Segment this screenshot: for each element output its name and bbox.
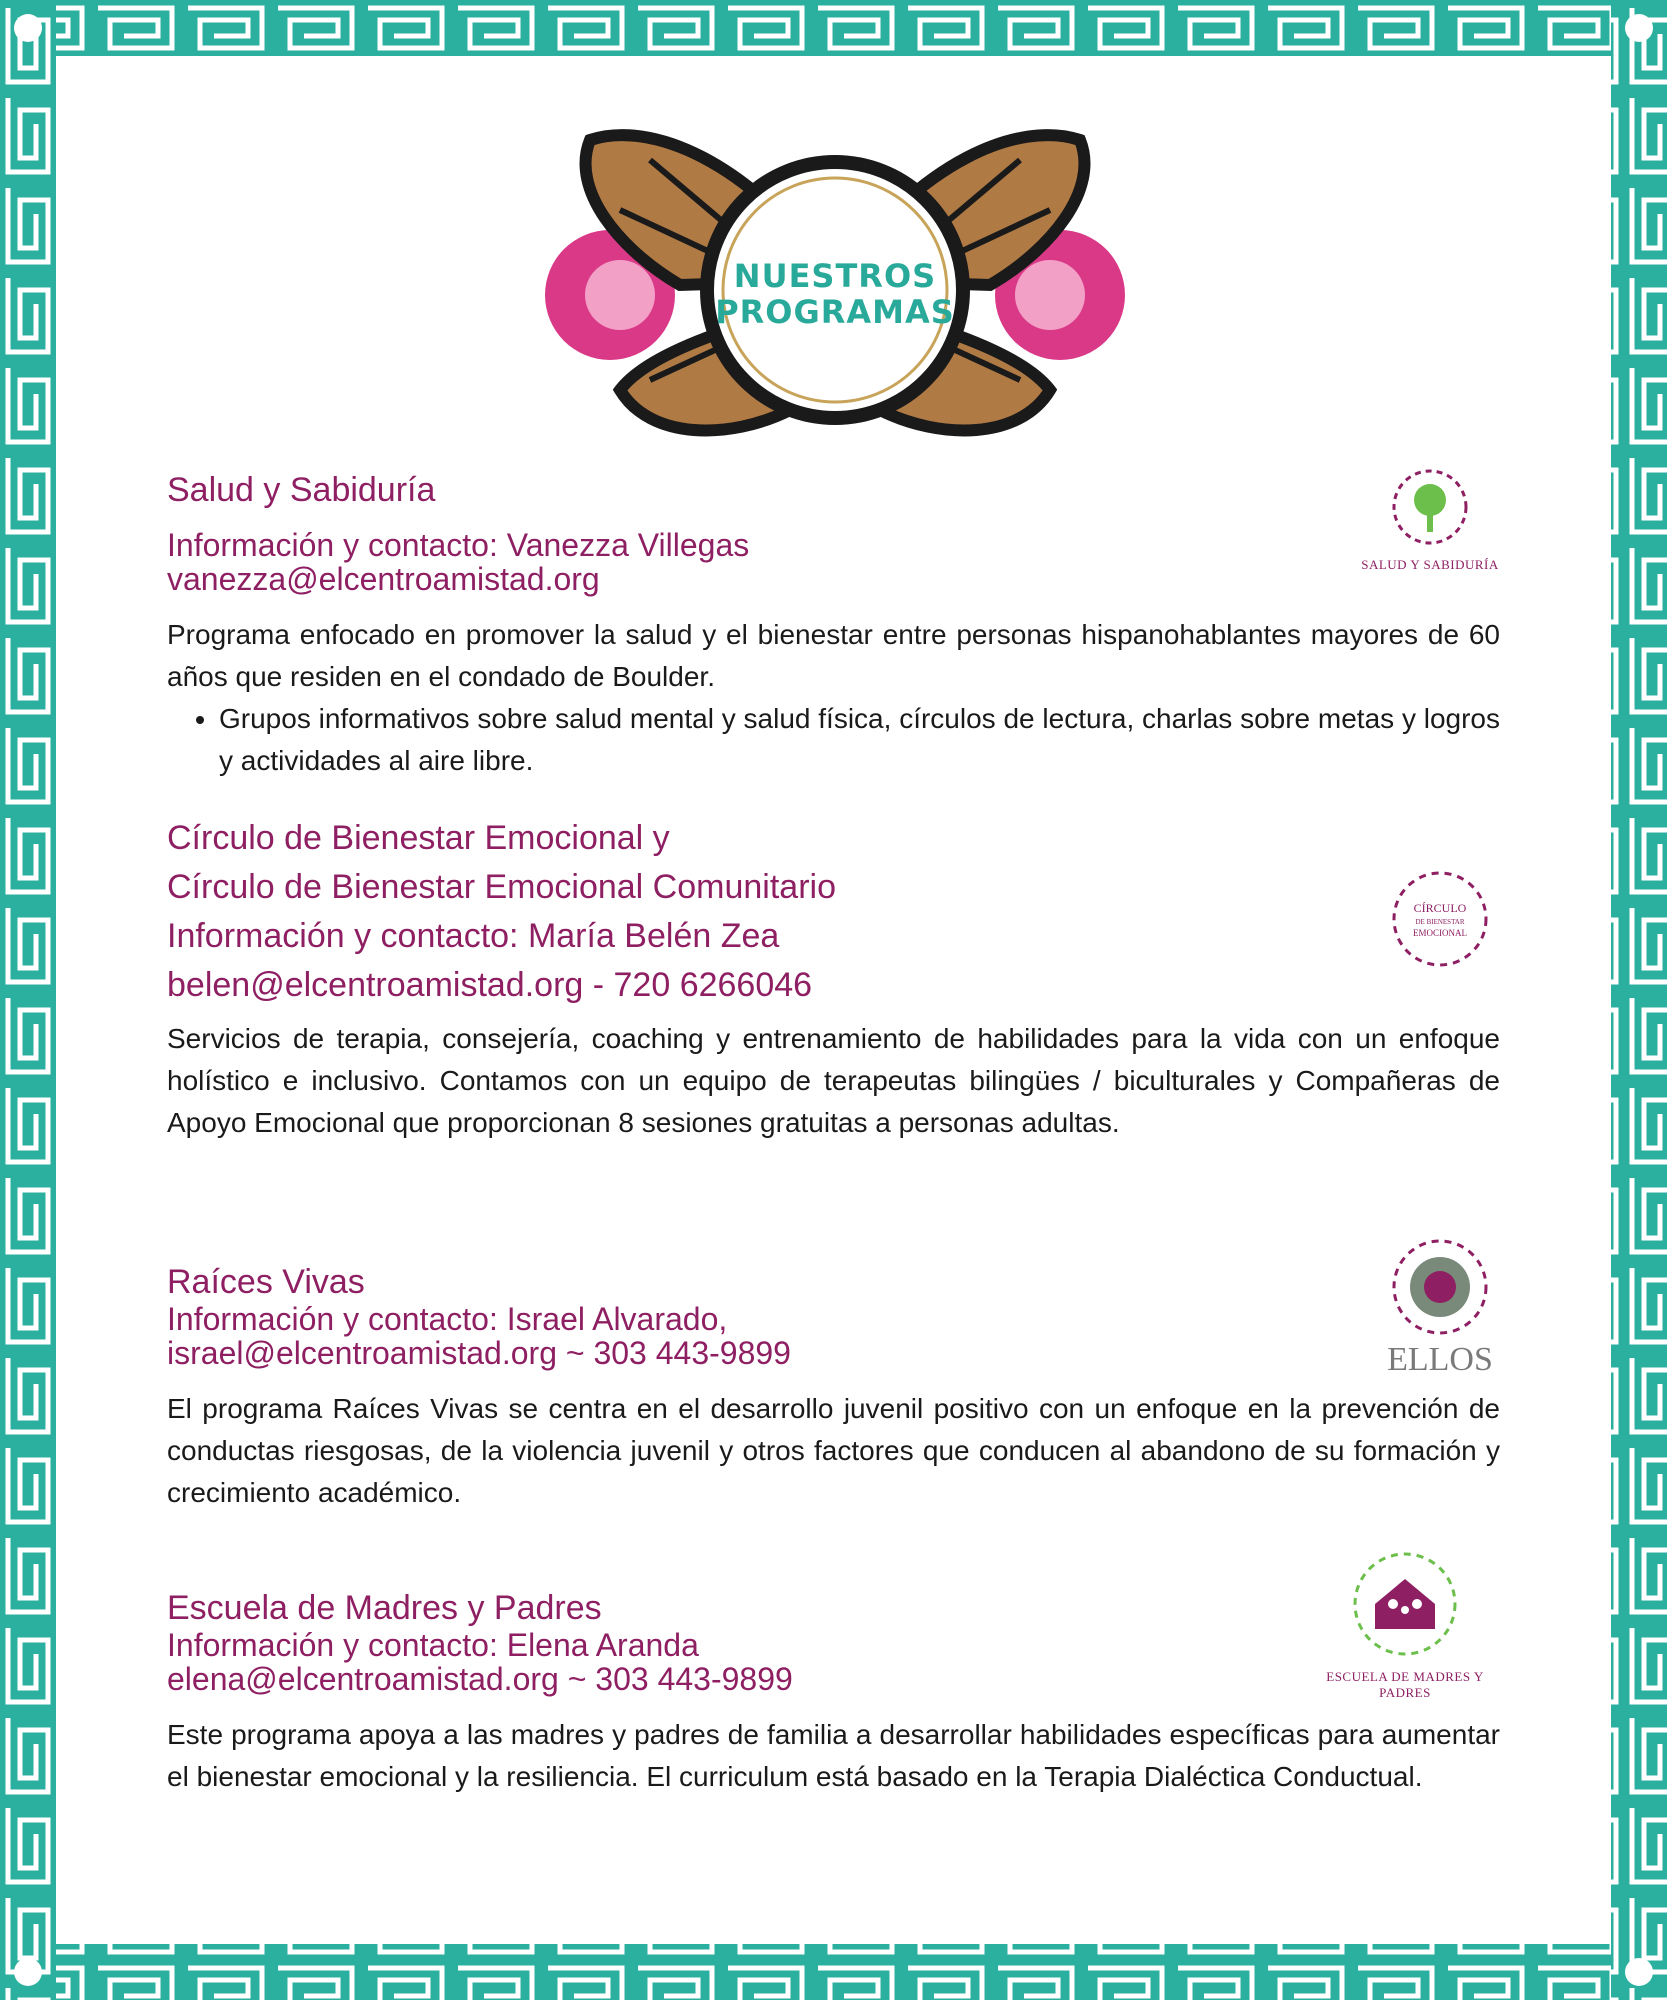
ellos-flower-icon bbox=[1385, 1232, 1495, 1342]
program-description: El programa Raíces Vivas se centra en el desarrollo juvenil positivo con un enfoque en la prevención de conductas riesgosas, de la violencia juvenil y otros factores que conducen al abandono de su formación y crecimiento académico. bbox=[167, 1393, 1500, 1508]
program-contact: Información y contacto: Israel Alvarado, bbox=[167, 1301, 728, 1337]
program-raices-vivas bbox=[167, 1262, 1500, 1522]
tree-circle-icon bbox=[1385, 462, 1475, 552]
emblem-title-line2: PROGRAMAS bbox=[715, 293, 955, 331]
logo-line3: EMOCIONAL bbox=[1413, 928, 1467, 938]
ellos-logo bbox=[1380, 1232, 1500, 1379]
program-title-line1: Círculo de Bienestar Emocional y bbox=[167, 819, 670, 857]
main-content bbox=[167, 470, 1500, 1798]
program-title-line2: Círculo de Bienestar Emocional Comunitario bbox=[167, 868, 836, 906]
program-title: Escuela de Madres y Padres bbox=[167, 1589, 602, 1627]
program-email-phone[interactable]: belen@elcentroamistad.org - 720 6266046 bbox=[167, 966, 813, 1004]
escuela-madres-padres-logo bbox=[1310, 1544, 1500, 1701]
family-house-icon bbox=[1345, 1544, 1465, 1664]
program-contact: Información y contacto: Vanezza Villegas bbox=[167, 527, 750, 563]
program-email-phone[interactable]: israel@elcentroamistad.org ~ 303 443-9899 bbox=[167, 1335, 791, 1371]
program-description: Este programa apoya a las madres y padres de familia a desarrollar habilidades específicas para aumentar el bienestar emocional y la resiliencia. El curriculum está basado en la Terapia Dialéctica Conductual. bbox=[167, 1719, 1500, 1792]
logo-caption: ELLOS bbox=[1387, 1341, 1493, 1378]
emblem-title-line1: NUESTROS bbox=[733, 257, 937, 295]
program-contact: Información y contacto: Elena Aranda bbox=[167, 1627, 699, 1663]
program-bullets bbox=[167, 698, 1500, 782]
program-title: Raíces Vivas bbox=[167, 1263, 365, 1301]
logo-line1: CÍRCULO bbox=[1413, 901, 1467, 915]
program-bullet: • Grupos informativos sobre salud mental y salud física, círculos de lectura, charlas sobre metas y logros y actividades al aire libre. bbox=[219, 698, 1500, 782]
circulo-bienestar-logo bbox=[1380, 864, 1500, 979]
logo-caption: ESCUELA DE MADRES Y PADRES bbox=[1326, 1669, 1484, 1700]
logo-line2: DE BIENESTAR bbox=[1415, 918, 1465, 926]
email-link[interactable]: vanezza@elcentroamistad.org bbox=[167, 561, 600, 597]
programs-emblem bbox=[530, 120, 1140, 460]
program-circulo-bienestar bbox=[167, 814, 1500, 1204]
program-salud-sabiduria bbox=[167, 470, 1500, 800]
emblem-title bbox=[530, 258, 1140, 330]
program-email[interactable] bbox=[167, 562, 1500, 596]
logo-caption: SALUD Y SABIDURÍA bbox=[1361, 557, 1499, 572]
salud-sabiduria-logo bbox=[1360, 462, 1500, 573]
program-contact: Información y contacto: María Belén Zea bbox=[167, 917, 780, 955]
program-description: Programa enfocado en promover la salud y el bienestar entre personas hispanohablantes mayores de 60 años que residen en el condado de Boulder. bbox=[167, 619, 1500, 692]
program-description: Servicios de terapia, consejería, coaching y entrenamiento de habilidades para la vida con un enfoque holístico e inclusivo. Contamos con un equipo de terapeutas bilingües / biculturales y Compañeras de Apoyo Emocional que proporcionan 8 sesiones gratuitas a personas adultas. bbox=[167, 1023, 1500, 1138]
circle-emblem-icon bbox=[1385, 864, 1495, 974]
program-email-phone[interactable]: elena@elcentroamistad.org ~ 303 443-9899 bbox=[167, 1661, 793, 1697]
program-escuela-madres-padres bbox=[167, 1588, 1500, 1798]
program-title: Salud y Sabiduría bbox=[167, 471, 436, 509]
